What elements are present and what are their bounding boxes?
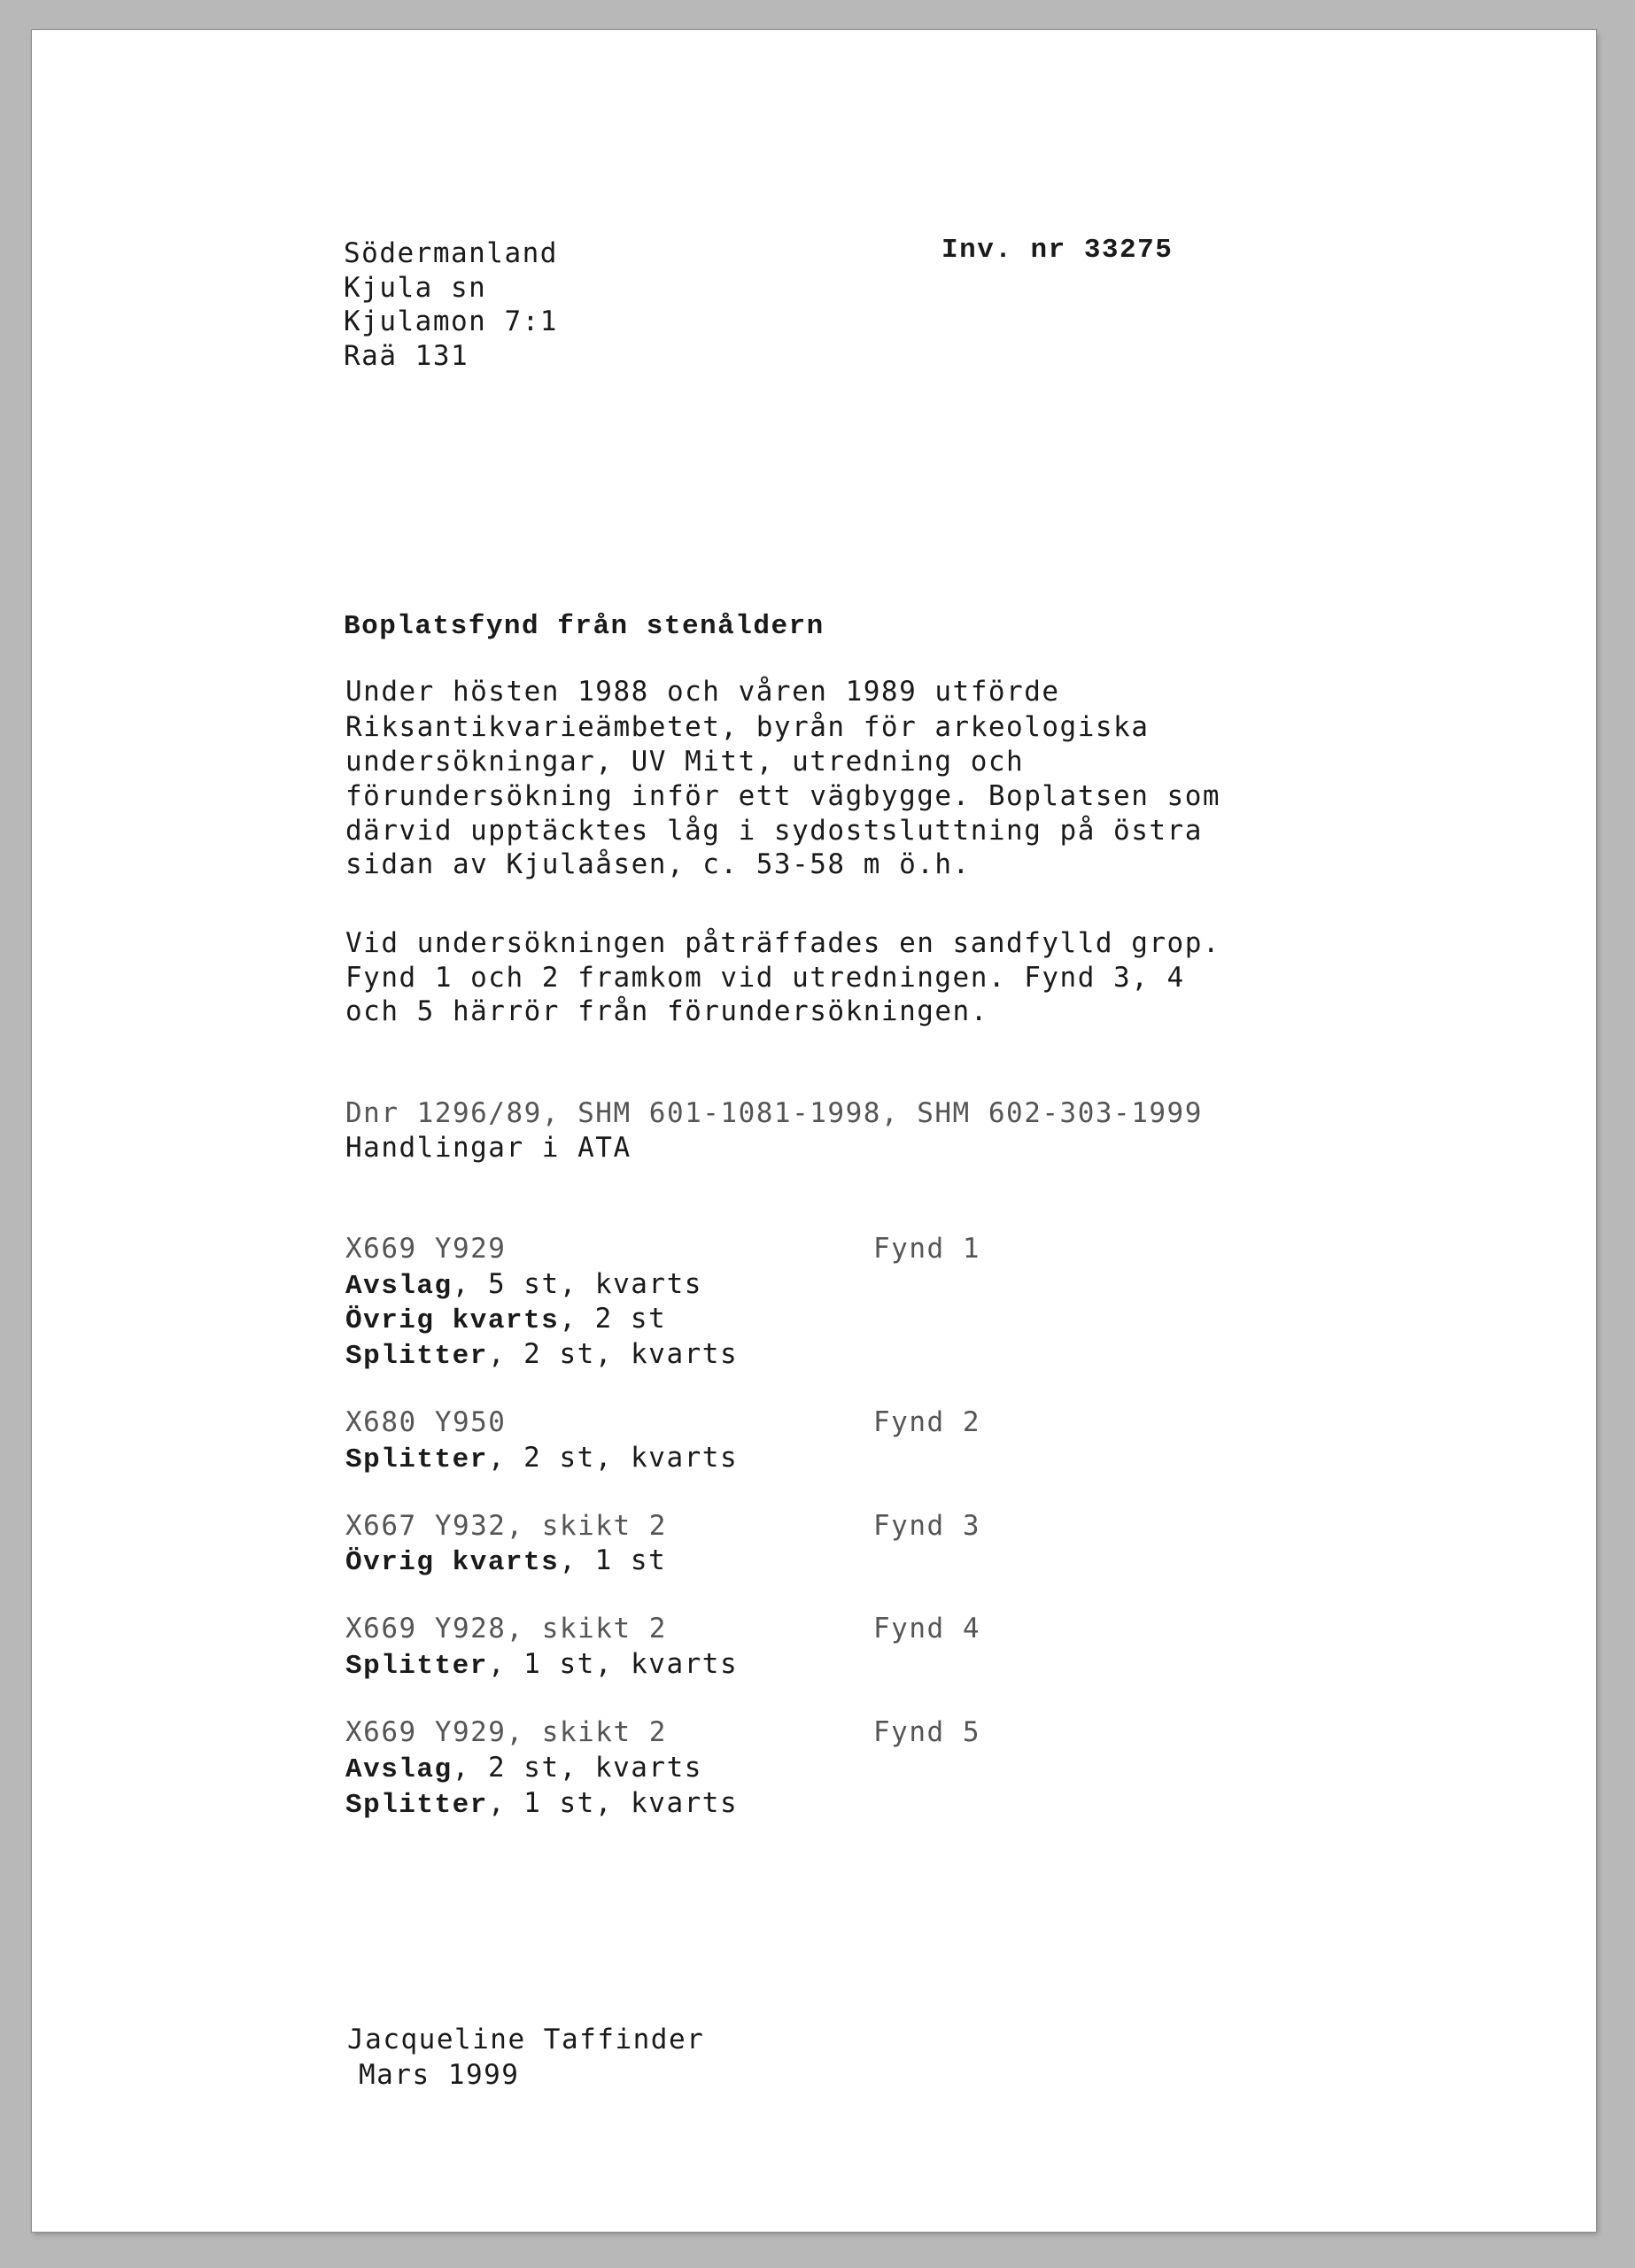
find-label: Fynd 3: [873, 1510, 980, 1542]
find-label: Fynd 5: [873, 1716, 980, 1748]
document-page: [32, 30, 1596, 2232]
find-item-detail: , 1 st: [559, 1544, 667, 1576]
header-parish: Kjula sn: [344, 272, 487, 304]
find-label: Fynd 2: [873, 1406, 980, 1438]
find-item-name: Avslag: [345, 1271, 453, 1302]
find-item-detail: , 1 st, kvarts: [487, 1787, 739, 1819]
find-item: [345, 1646, 738, 1684]
intro-line: Riksantikvarieämbetet, byrån för arkeologiska: [345, 711, 1150, 743]
find-item: [345, 1750, 702, 1788]
find-label: Fynd 4: [873, 1613, 980, 1645]
find-item-name: Splitter: [345, 1444, 488, 1475]
find-item-name: Splitter: [345, 1341, 488, 1372]
signature-name: Jacqueline Taffinder: [347, 2024, 705, 2055]
reference-dnr: Dnr 1296/89, SHM 601-1081-1998, SHM 602-303-1999: [345, 1097, 1203, 1129]
paragraph2-line: Vid undersökningen påträffades en sandfylld grop.: [345, 927, 1221, 959]
find-item: [345, 1440, 738, 1478]
intro-line: därvid upptäcktes låg i sydostsluttning på östra: [345, 815, 1203, 847]
find-item-name: Övrig kvarts: [345, 1547, 560, 1578]
intro-line: undersökningar, UV Mitt, utredning och: [345, 746, 1025, 778]
find-coordinates: X667 Y932, skikt 2: [345, 1510, 667, 1542]
header-property: Kjulamon 7:1: [344, 306, 558, 337]
find-coordinates: X669 Y928, skikt 2: [345, 1613, 667, 1645]
header-province: Södermanland: [344, 237, 558, 269]
find-coordinates: X669 Y929: [345, 1233, 507, 1265]
find-coordinates: X669 Y929, skikt 2: [345, 1716, 667, 1748]
header-raa: Raä 131: [344, 340, 469, 372]
find-item-name: Splitter: [345, 1790, 488, 1821]
find-item: [345, 1785, 738, 1823]
find-item-detail: , 5 st, kvarts: [452, 1268, 702, 1300]
intro-line: förundersökning inför ett vägbygge. Boplatsen som: [345, 780, 1221, 812]
find-coordinates: X680 Y950: [345, 1406, 507, 1438]
find-item-detail: , 2 st, kvarts: [487, 1338, 739, 1370]
find-item: [345, 1301, 666, 1339]
intro-line: Under hösten 1988 och våren 1989 utförde: [345, 676, 1060, 708]
find-item-name: Övrig kvarts: [345, 1305, 560, 1336]
find-item-detail: , 2 st, kvarts: [487, 1442, 739, 1474]
find-item-name: Avslag: [345, 1754, 453, 1785]
paragraph2-line: och 5 härrör från förundersökningen.: [345, 995, 988, 1027]
reference-archive: Handlingar i ATA: [345, 1132, 632, 1164]
find-item-detail: , 2 st, kvarts: [452, 1752, 702, 1784]
intro-line: sidan av Kjulaåsen, c. 53-58 m ö.h.: [345, 848, 971, 880]
find-label: Fynd 1: [873, 1233, 980, 1265]
find-item: [345, 1336, 738, 1374]
find-item: [345, 1266, 702, 1304]
find-item-detail: , 1 st, kvarts: [487, 1648, 739, 1680]
find-item-detail: , 2 st: [559, 1303, 667, 1335]
paragraph2-line: Fynd 1 och 2 framkom vid utredningen. Fynd 3, 4: [345, 962, 1185, 994]
find-item-name: Splitter: [345, 1651, 488, 1682]
inventory-number: Inv. nr 33275: [941, 235, 1174, 266]
find-item: [345, 1543, 666, 1581]
signature-date: Mars 1999: [359, 2059, 520, 2091]
document-title: Boplatsfynd från stenåldern: [344, 611, 825, 642]
